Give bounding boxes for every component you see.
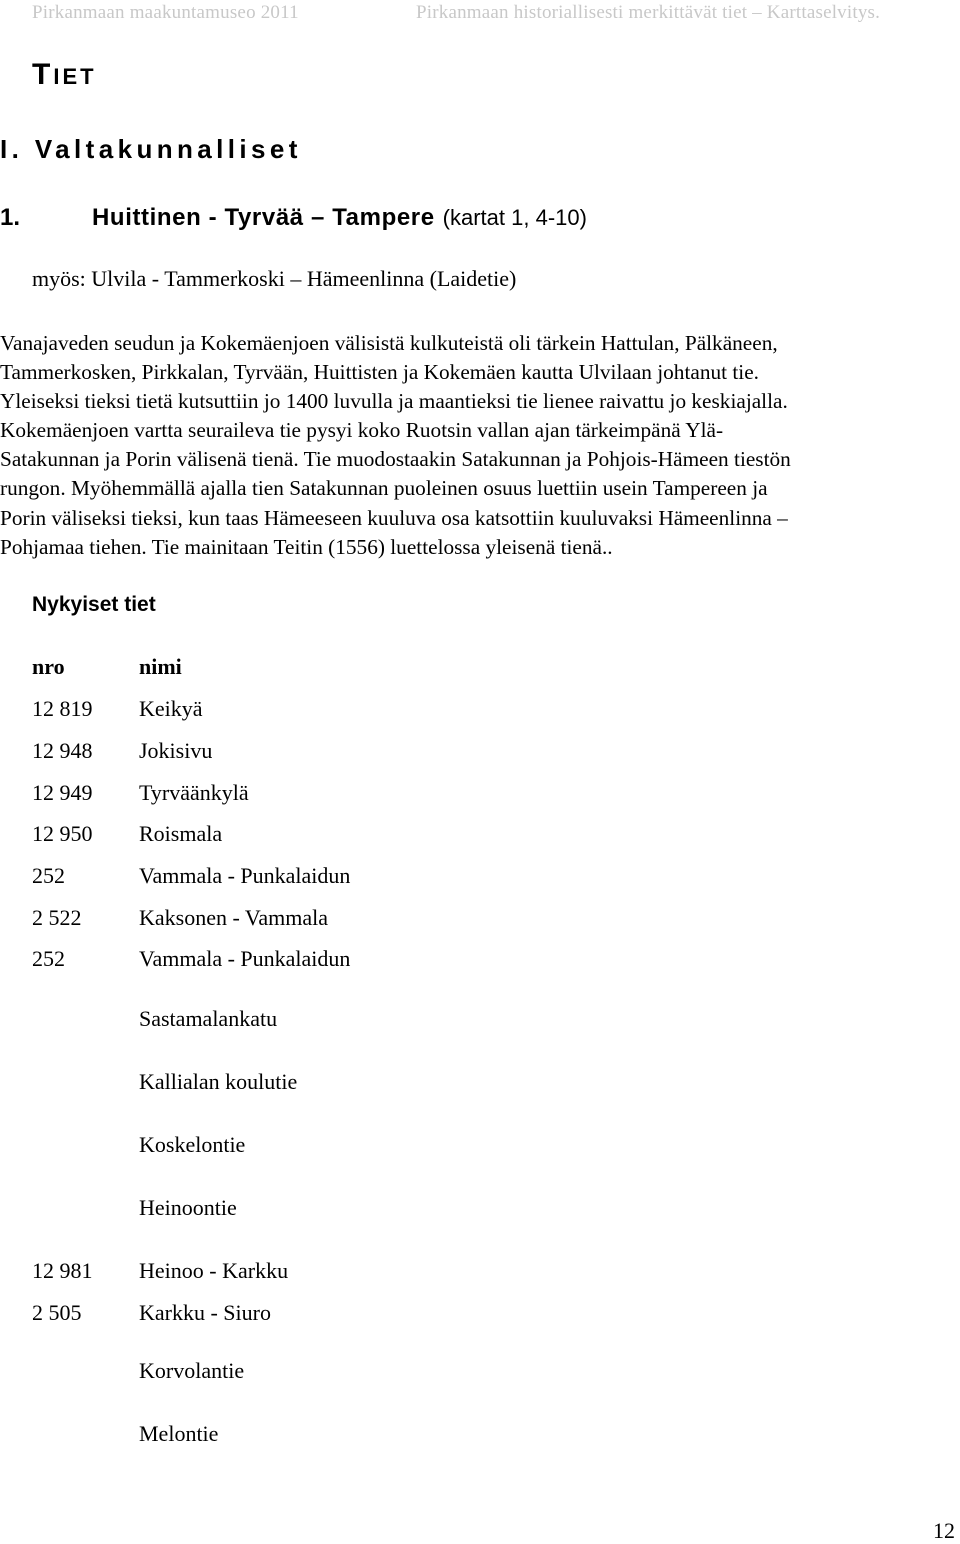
road-name: Melontie <box>139 1421 219 1446</box>
chapter-heading-rest: IET <box>53 64 97 89</box>
road-name: Kaksonen - Vammala <box>139 905 328 930</box>
paragraph-line: Satakunnan ja Porin välisenä tienä. Tie muodostaakin Satakunnan ja Pohjois-Hämeen tiestön <box>0 447 791 472</box>
road-number: 2 505 <box>32 1300 82 1325</box>
road-name: Vammala - Punkalaidun <box>139 946 351 971</box>
paragraph-line: Pohjamaa tiehen. Tie mainitaan Teitin (1556) luettelossa yleisenä tienä.. <box>0 534 613 559</box>
route-also: myös: Ulvila - Tammerkoski – Hämeenlinna (Laidetie) <box>32 266 517 291</box>
road-name: Karkku - Siuro <box>139 1300 271 1325</box>
road-name: Korvolantie <box>139 1358 245 1383</box>
road-number: 12 950 <box>32 821 93 846</box>
road-name: Heinoo - Karkku <box>139 1258 289 1283</box>
chapter-heading-initial: T <box>32 58 54 91</box>
header-left: Pirkanmaan maakuntamuseo 2011 <box>32 2 299 23</box>
header-right: Pirkanmaan historiallisesti merkittävät tiet – Karttaselvitys. <box>416 2 881 23</box>
section-title: I. Valtakunnalliset <box>0 134 302 164</box>
current-roads-title: Nykyiset tiet <box>32 593 156 616</box>
road-name: Sastamalankatu <box>139 1006 278 1031</box>
paragraph-line: Yleiseksi tieksi tietä kutsuttiin jo 1400 luvulla ja maantieksi tie lienee raivattu jo keskiajalla. <box>0 389 788 414</box>
paragraph-line: Porin väliseksi tieksi, kun taas Hämeeseen kuuluva osa katsottiin kuuluvaksi Hämeenlinna – <box>0 505 788 530</box>
route-number: 1. <box>0 204 21 231</box>
route-title: Huittinen - Tyrvää – Tampere <box>92 204 435 231</box>
road-name: Tyrväänkylä <box>139 780 249 805</box>
road-name: Vammala - Punkalaidun <box>139 863 351 888</box>
road-number: 252 <box>32 946 65 971</box>
paragraph-line: Vanajaveden seudun ja Kokemäenjoen välisistä kulkuteistä oli tärkein Hattulan, Pälkäneen, <box>0 331 778 355</box>
road-name: Jokisivu <box>139 738 213 763</box>
paragraph-line: Tammerkosken, Pirkkalan, Tyrvään, Huittisten ja Kokemäen kautta Ulvilaan johtanut tie. <box>0 360 759 385</box>
road-number: 12 949 <box>32 780 93 805</box>
road-name: Roismala <box>139 821 223 846</box>
column-header-nro: nro <box>32 654 65 679</box>
route-maps-reference: (kartat 1, 4-10) <box>442 205 587 230</box>
road-name: Kallialan koulutie <box>139 1069 298 1094</box>
road-number: 12 981 <box>32 1258 93 1283</box>
page-number: 12 <box>933 1518 955 1543</box>
column-header-nimi: nimi <box>139 654 182 679</box>
road-number: 252 <box>32 863 65 888</box>
road-number: 12 948 <box>32 738 93 763</box>
road-number: 12 819 <box>32 696 93 721</box>
road-name: Heinoontie <box>139 1195 237 1220</box>
road-name: Keikyä <box>139 696 203 721</box>
road-name: Koskelontie <box>139 1132 246 1157</box>
road-number: 2 522 <box>32 905 82 930</box>
paragraph-line: rungon. Myöhemmällä ajalla tien Satakunnan puoleinen osuus luettiin usein Tampereen ja <box>0 476 768 501</box>
paragraph-line: Kokemäenjoen vartta seuraileva tie pysyi koko Ruotsin vallan ajan tärkeimpänä Ylä- <box>0 418 724 443</box>
